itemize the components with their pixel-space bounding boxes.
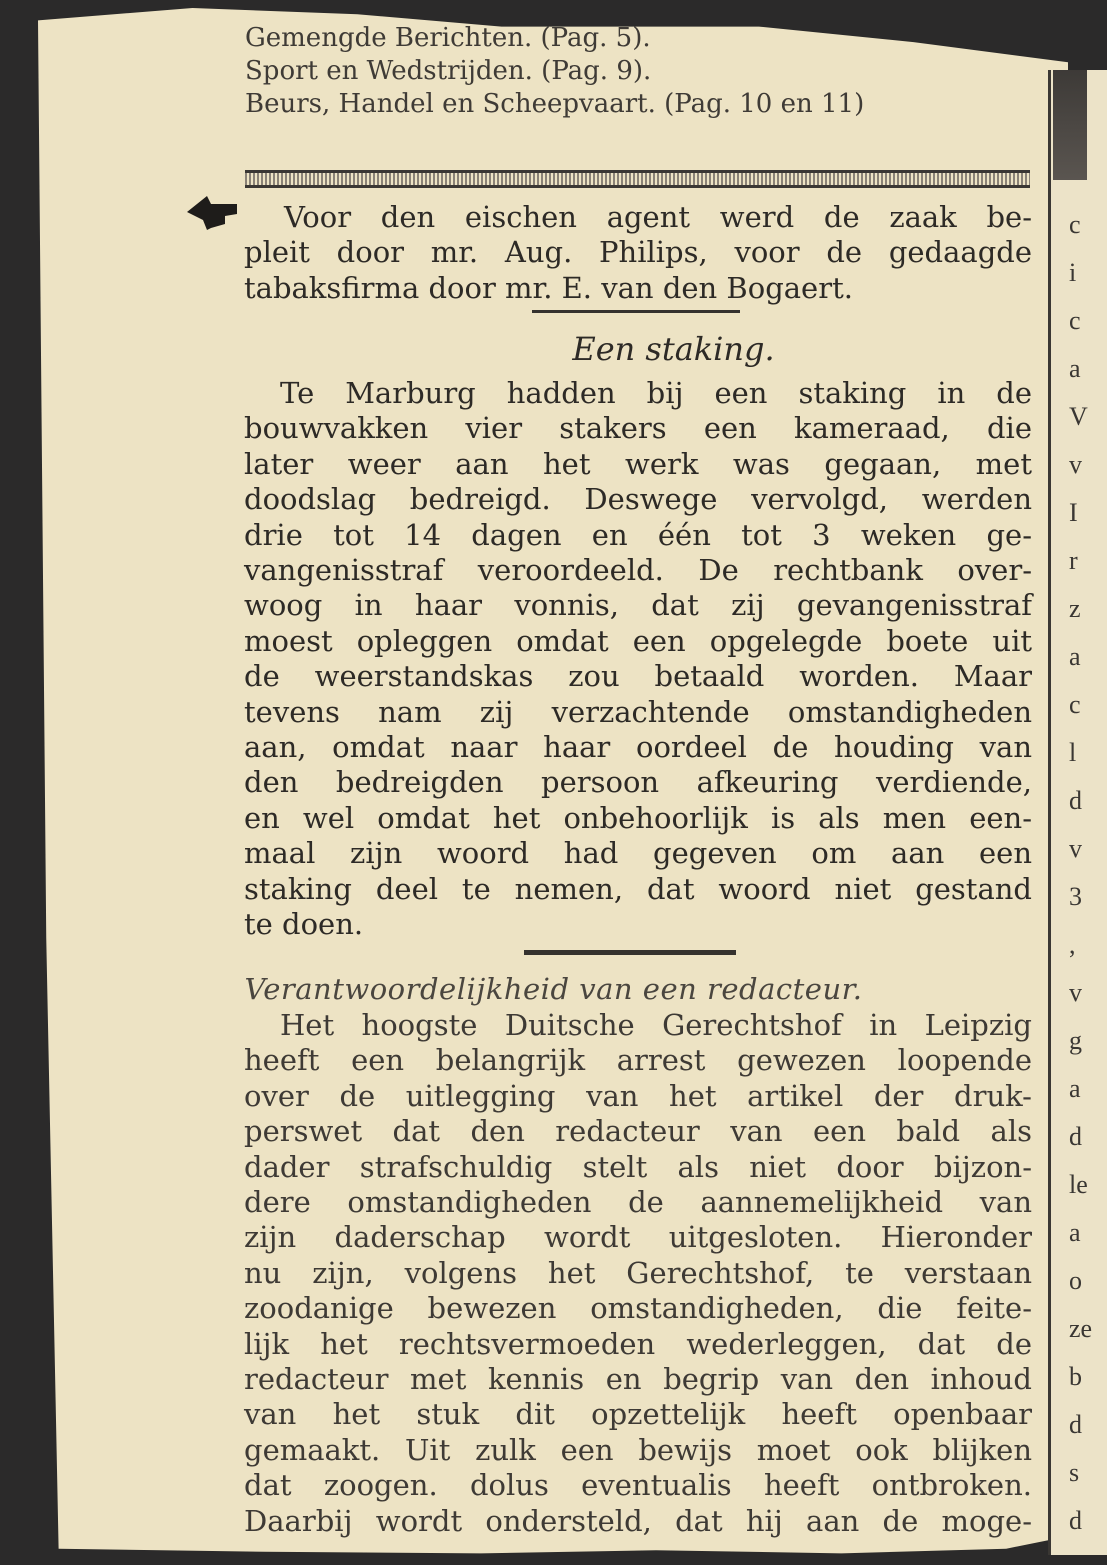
text-line: tevens nam zij verzachtende omstandigheden [244,694,1032,729]
text-line: Het hoogste Duitsche Gerechtshof in Leipzig [280,1008,1032,1042]
text-line: Te Marburg hadden bij een staking in de [280,376,1032,410]
text-line: nu zijn, volgens het Gerechtshof, te verstaan [244,1255,1032,1290]
text-line: Daarbij wordt ondersteld, dat hij aan de moge- [244,1503,1032,1538]
column-fragment: c [1069,306,1081,335]
column-fragment: v [1069,978,1082,1007]
text-line: dere omstandigheden de aannemelijkheid van [244,1185,1032,1220]
text-line: moest opleggen omdat een opgelegde boete uit [244,623,1032,658]
column-fragment: d [1069,786,1082,815]
article-heading: Verantwoordelijkheid van een redacteur. [244,972,863,1006]
text-line: perswet dat den redacteur van een bald als [244,1114,1032,1149]
column-fragment: I [1069,498,1078,527]
short-rule [524,950,736,955]
column-fragment: ze [1069,1314,1093,1343]
column-fragment: l [1069,738,1077,767]
text-line: bouwvakken vier stakers een kameraad, die [244,411,1032,446]
text-line: en wel omdat het onbehoorlijk is als men een- [244,800,1032,835]
text-line: doodslag bedreigd. Deswege vervolgd, werden [244,482,1032,517]
column-fragment: b [1069,1362,1082,1391]
text-line: maal zijn woord had gegeven om aan een [244,836,1032,871]
column-fragment: V [1069,402,1088,431]
text-line: van het stuk dit opzettelijk heeft openbaar [244,1397,1032,1432]
text-line: redacteur met kennis en begrip van den inhoud [244,1362,1032,1397]
text-line: te doen. [244,907,364,942]
column-fragment: s [1069,1458,1080,1487]
column-fragment: o [1069,1266,1082,1295]
text-line: Voor den eischen agent werd de zaak be- [284,200,1032,234]
pointing-hand-icon [185,190,239,234]
column-fragment: 3 [1069,882,1082,911]
short-rule [532,310,740,313]
column-fragment: c [1069,210,1081,239]
column-fragment: a [1069,1074,1081,1103]
text-line: den bedreigden persoon afkeuring verdiende, [244,765,1032,800]
column-fragment: r [1069,546,1078,575]
text-line: de weerstandskas zou betaald worden. Maar [244,659,1032,694]
column-fragment: i [1069,258,1077,287]
article-body [244,376,1032,943]
text-line: dat zoogen. dolus eventualis heeft ontbroken. [244,1468,1032,1503]
text-line: lijk het rechtsvermoeden wederleggen, dat de [244,1326,1032,1361]
toc-line: Beurs, Handel en Scheepvaart. (Pag. 10 en 11) [245,89,865,119]
text-line: tabaksfirma door mr. E. van den Bogaert. [244,270,853,305]
text-line: gemaakt. Uit zulk een bewijs moet ook blijken [244,1432,1032,1467]
adjacent-column [1048,70,1107,1555]
double-rule-divider [245,170,1030,188]
text-line: pleit door mr. Aug. Philips, voor de gedaagde [244,235,1032,270]
text-line: drie tot 14 dagen en één tot 3 weken ge- [244,517,1032,552]
column-fragment: d [1069,1122,1082,1151]
text-line: staking deel te nemen, dat woord niet gestand [244,871,1032,906]
column-fragment: v [1069,450,1082,479]
column-fragment: a [1069,354,1081,383]
text-line: dader strafschuldig stelt als niet door bijzon- [244,1149,1032,1184]
text-line: heeft een belangrijk arrest gewezen loopende [244,1043,1032,1078]
column-fragment: z [1069,594,1081,623]
toc-line: Sport en Wedstrijden. (Pag. 9). [245,56,652,86]
article-body [244,1008,1032,1539]
table-of-contents [245,22,864,121]
toc-line: Gemengde Berichten. (Pag. 5). [245,23,651,53]
text-line: zijn daderschap wordt uitgesloten. Hieronder [244,1220,1032,1255]
text-line: later weer aan het werk was gegaan, met [244,446,1032,481]
column-fragment: , [1069,930,1076,959]
column-fragment: a [1069,1218,1081,1247]
text-line: woog in haar vonnis, dat zij gevangenisstraf [244,588,1032,623]
article-heading: Een staking. [572,330,775,368]
text-line: zoodanige bewezen omstandigheden, die feite- [244,1291,1032,1326]
column-fragment: d [1069,1410,1082,1439]
intro-paragraph [244,200,1032,306]
column-fragment: a [1069,642,1081,671]
column-fragment: g [1069,1026,1082,1055]
text-line: over de uitlegging van het artikel der druk- [244,1078,1032,1113]
column-fragment: v [1069,834,1082,863]
shadow-strip [1053,70,1087,180]
column-fragment: d [1069,1506,1082,1535]
column-fragment: le [1069,1170,1088,1199]
text-line: aan, omdat naar haar oordeel de houding van [244,730,1032,765]
text-line: vangenisstraf veroordeeld. De rechtbank over- [244,553,1032,588]
column-fragment: c [1069,690,1081,719]
